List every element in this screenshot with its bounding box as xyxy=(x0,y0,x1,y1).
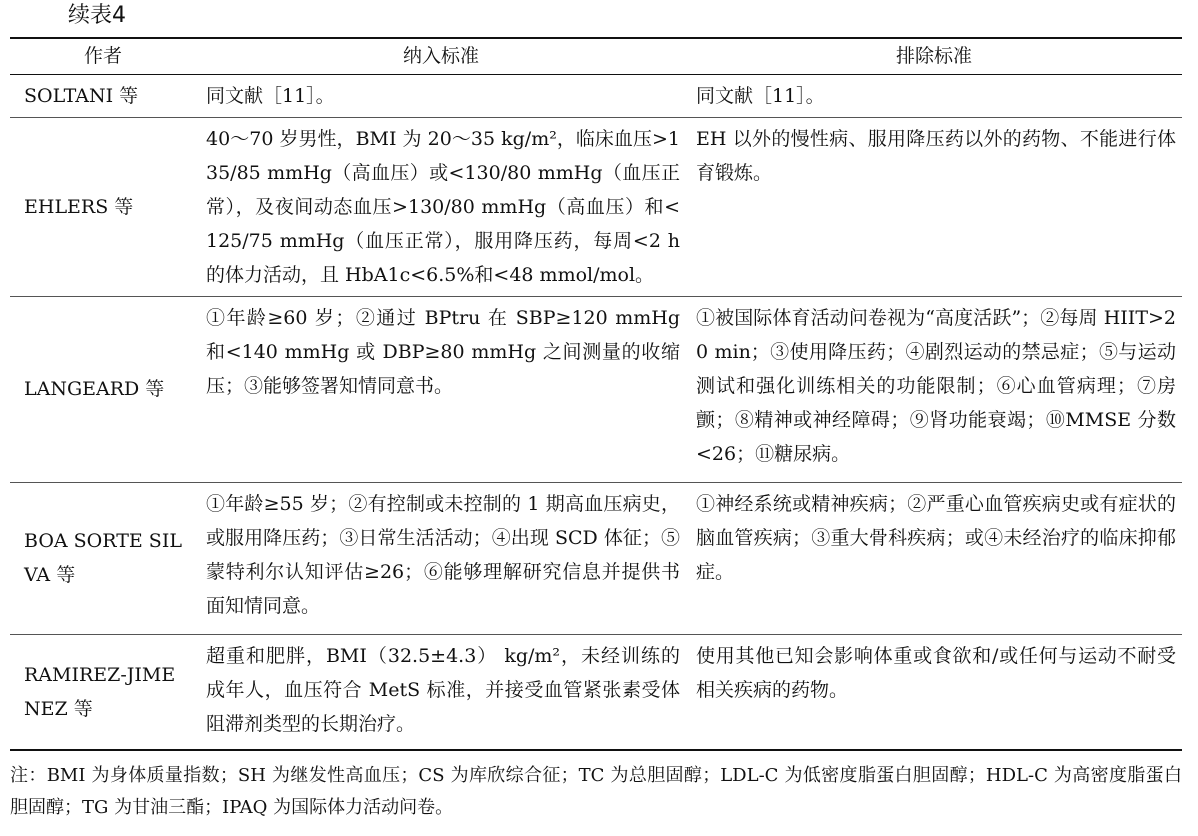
inclusion-cell: 同文献［11］。 xyxy=(206,84,335,107)
author-cell: SOLTANI 等 xyxy=(24,84,139,107)
inclusion-cell: 40～70 岁男性，BMI 为 20～35 kg/m²，临床血压>135/85 mmHg（高血压）或<130/80 mmHg（血压正常），及夜间动态血压>130/80 mmHg（高血压）和<125/75 mmHg（血压正常），服用降压药，每周<2 h的体力活动，且 HbA1c<6.5%和<48 mmol/mol。 xyxy=(206,127,680,286)
table-header-row xyxy=(10,38,1182,74)
header-author: 作者 xyxy=(83,45,122,68)
inclusion-cell: 超重和肥胖，BMI（32.5±4.3） kg/m²，未经训练的成年人，血压符合 MetS 标准，并接受血管紧张素受体阻滞剂类型的长期治疗。 xyxy=(206,644,680,735)
exclusion-cell: 使用其他已知会影响体重或食欲和/或任何与运动不耐受相关疾病的药物。 xyxy=(696,644,1176,701)
exclusion-cell: ①被国际体育活动问卷视为“高度活跃”；②每周 HIIT>20 min；③使用降压药；④剧烈运动的禁忌症；⑤与运动测试和强化训练相关的功能限制；⑥心血管病理；⑦房颤；⑧精神或神经障碍；⑨肾功能衰竭；⑩MMSE 分数<26；⑪糖尿病。 xyxy=(696,306,1176,465)
table-row xyxy=(10,117,1182,296)
author-cell: EHLERS 等 xyxy=(24,195,134,218)
exclusion-cell: ①神经系统或精神疾病；②严重心血管疾病史或有症状的脑血管疾病；③重大骨科疾病；或④未经治疗的临床抑郁症。 xyxy=(696,492,1176,583)
header-inclusion: 纳入标准 xyxy=(402,45,479,68)
header-exclusion: 排除标准 xyxy=(895,45,972,68)
table-row xyxy=(10,296,1182,482)
inclusion-cell: ①年龄≥55 岁；②有控制或未控制的 1 期高血压病史，或服用降压药；③日常生活活动；④出现 SCD 体征；⑤蒙特利尔认知评估≥26；⑥能够理解研究信息并提供书面知情同意。 xyxy=(206,492,680,617)
table-caption: 续表4 xyxy=(68,3,126,28)
author-cell: RAMIREZ-JIMENEZ 等 xyxy=(24,663,176,720)
author-cell: BOA SORTE SILVA 等 xyxy=(24,530,182,586)
table-row xyxy=(10,74,1182,117)
table-note: 注：BMI 为身体质量指数；SH 为继发性高血压；CS 为库欣综合征；TC 为总胆固醇；LDL-C 为低密度脂蛋白胆固醇；HDL-C 为高密度脂蛋白胆固醇；TG 为甘油三酯；IPAQ 为国际体力活动问卷。 xyxy=(10,765,1182,818)
table-row xyxy=(10,482,1182,634)
exclusion-cell: EH 以外的慢性病、服用降压药以外的药物、不能进行体育锻炼。 xyxy=(696,127,1176,184)
table-row xyxy=(10,634,1182,750)
exclusion-cell: 同文献［11］。 xyxy=(696,84,825,107)
author-cell: LANGEARD 等 xyxy=(24,378,165,400)
criteria-table xyxy=(10,37,1182,751)
inclusion-cell: ①年龄≥60 岁；②通过 BPtru 在 SBP≥120 mmHg 和<140 mmHg 或 DBP≥80 mmHg 之间测量的收缩压；③能够签署知情同意书。 xyxy=(206,306,680,397)
